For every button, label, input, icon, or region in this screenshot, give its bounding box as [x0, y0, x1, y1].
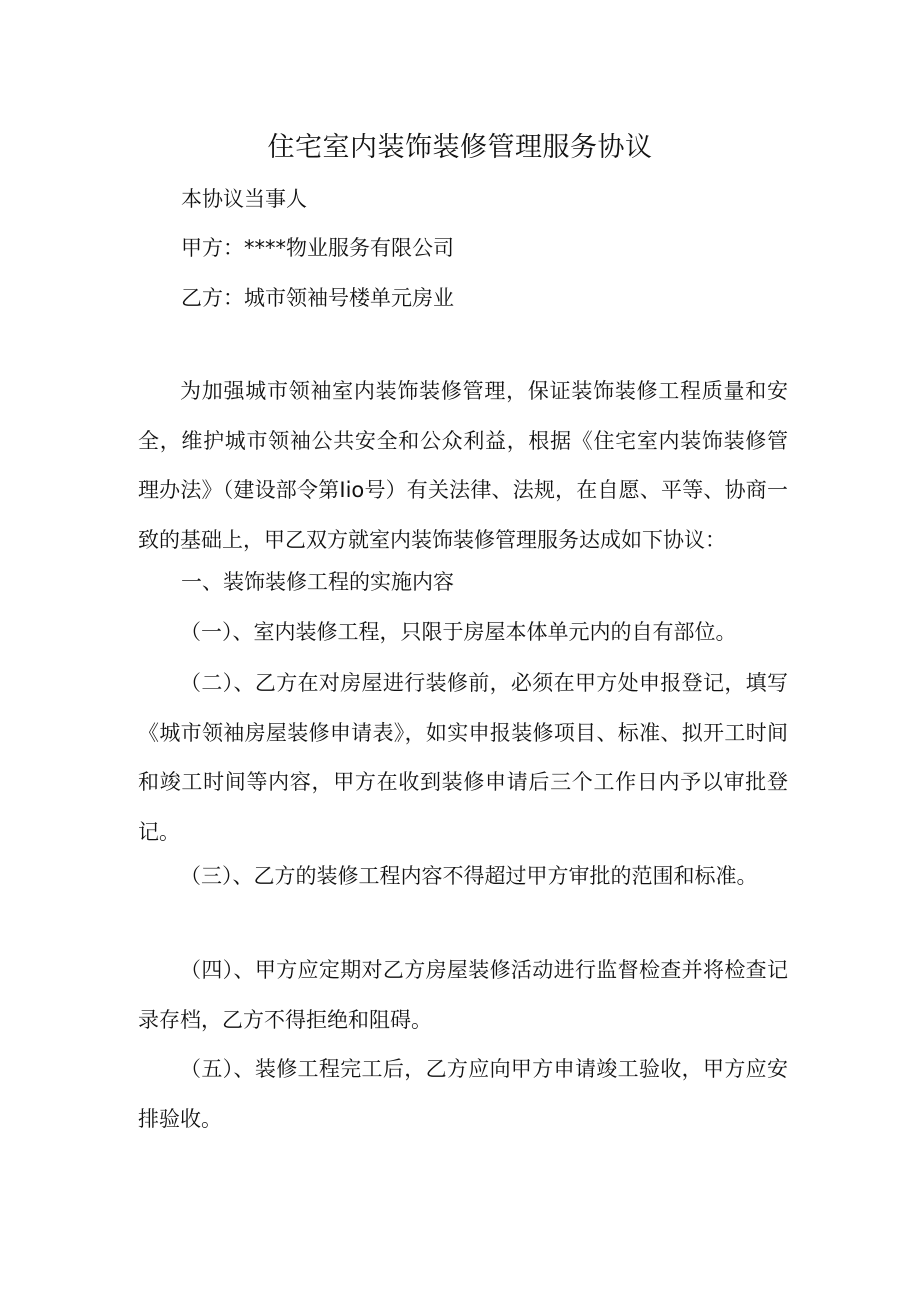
- parties-label: 本协议当事人: [181, 187, 307, 211]
- clause-5: （五）、装修工程完工后，乙方应向甲方申请竣工验收，甲方应安排验收。: [138, 1057, 788, 1131]
- clause-1: （一）、室内装修工程，只限于房屋本体单元内的自有部位。: [180, 620, 737, 644]
- section-heading: 一、装饰装修工程的实施内容: [181, 570, 454, 594]
- party-b: 乙方：城市领袖号楼单元房业: [181, 286, 454, 310]
- clause-3: （三）、乙方的装修工程内容不得超过甲方审批的范围和标准。: [180, 864, 758, 888]
- clause-4: （四）、甲方应定期对乙方房屋装修活动进行监督检查并将检查记录存档，乙方不得拒绝和阻碍。: [138, 958, 788, 1032]
- document-title: 住宅室内装饰装修管理服务协议: [267, 132, 653, 163]
- clause-2: （二）、乙方在对房屋进行装修前，必须在甲方处申报登记，填写《城市领袖房屋装修申请表》，如实申报装修项目、标准、拟开工时间和竣工时间等内容，甲方在收到装修申请后三个工作日内予以审批登记。: [138, 671, 788, 844]
- preamble-paragraph: 为加强城市领袖室内装饰装修管理，保证装饰装修工程质量和安全，维护城市领袖公共安全和公众利益，根据《住宅室内装饰装修管理办法》（建设部令第Iio号）有关法律、法规，在自愿、平等、协商一致的基础上，甲乙双方就室内装饰装修管理服务达成如下协议：: [138, 379, 788, 552]
- party-a: 甲方：****物业服务有限公司: [181, 236, 454, 260]
